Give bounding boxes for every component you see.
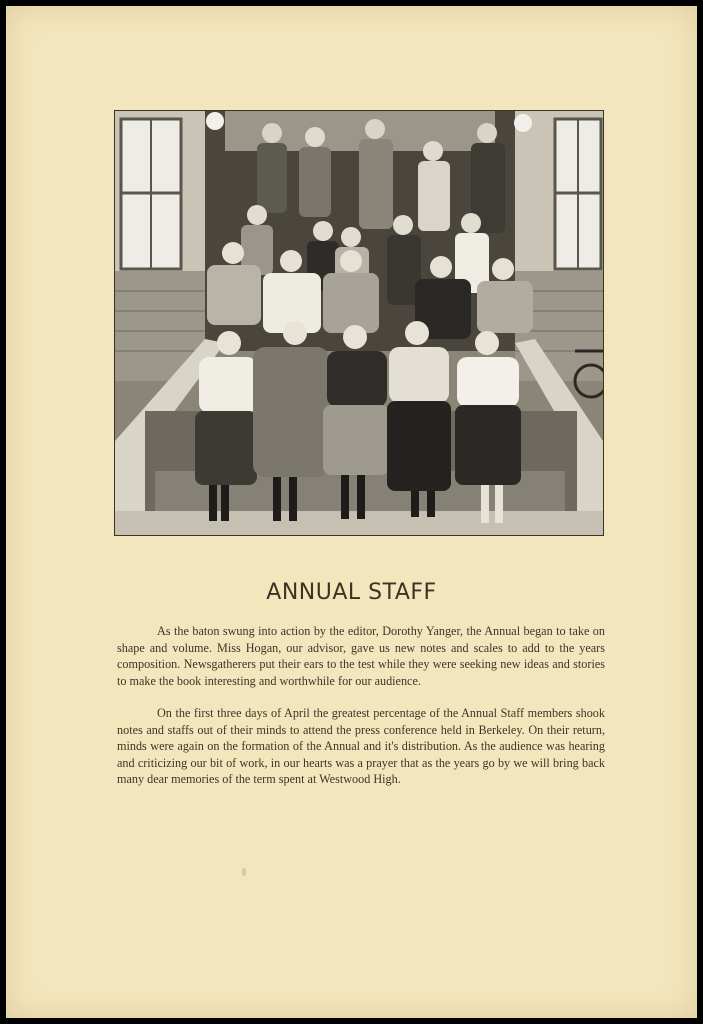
section-heading: ANNUAL STAFF <box>266 580 437 605</box>
yearbook-page <box>6 6 697 1018</box>
group-photo <box>114 110 604 536</box>
group-photo-image <box>115 111 603 535</box>
body-text <box>117 623 605 804</box>
paragraph: On the first three days of April the greatest percentage of the Annual Staff members shook notes and staffs out of their minds to attend the press conference held in Berkeley. On their return, minds were again on the formation of the Annual and it's distribution. As the audience was hearing and criticizing our bit of work, in our hearts was a prayer that as the years go by we will bring back many dear memories of the term spent at Westwood High. <box>117 706 605 786</box>
paper-mark <box>242 868 246 876</box>
paragraph: As the baton swung into action by the editor, Dorothy Yanger, the Annual began to take on shape and volume. Miss Hogan, our advisor, gave us new notes and scales to add to the years composition. Newsgatherers put their ears to the test while they were seeking new ideas and stories to make the book interesting and worthwhile for our audience. <box>117 624 605 688</box>
